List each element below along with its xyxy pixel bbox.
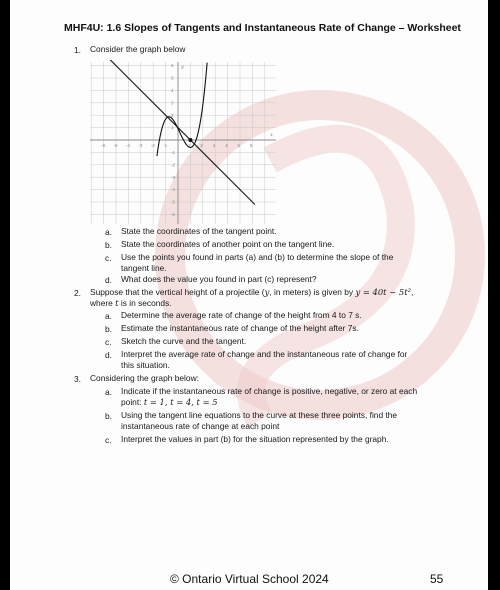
- q2c-label: c.: [105, 337, 112, 347]
- x-tick-label: -5: [113, 143, 118, 148]
- q1c-text-1: Use the points you found in parts (a) and (b) to determine the slope of the: [121, 252, 394, 262]
- q3-number: 3.: [74, 374, 81, 384]
- q3b-text-2: instantaneous rate of change at each point: [121, 421, 280, 431]
- q1b-label: b.: [105, 240, 112, 250]
- function-graph: [88, 60, 278, 226]
- q1c-label: c.: [105, 253, 112, 263]
- y-tick-label: -2: [171, 162, 176, 168]
- q2a-label: a.: [105, 311, 112, 321]
- y-axis-label: y: [181, 64, 184, 70]
- q2d-text-1: Interpret the average rate of change and the instantaneous rate of change for: [121, 349, 408, 359]
- q2-text-2: where t is in seconds.: [90, 298, 172, 308]
- q2d-label: d.: [105, 350, 112, 360]
- q3b-text-1: Using the tangent line equations to the curve at these three points, find the: [121, 410, 398, 420]
- page-number: 55: [430, 572, 444, 586]
- y-tick-label: -6: [171, 212, 176, 217]
- x-axis-label: x: [270, 132, 273, 138]
- q2d-text-2: this situation.: [121, 360, 170, 370]
- footer-copyright: © Ontario Virtual School 2024: [170, 572, 329, 586]
- q3b-label: b.: [105, 411, 112, 421]
- q2-number: 2.: [74, 288, 81, 298]
- q1-text: Consider the graph below: [90, 44, 186, 54]
- x-tick-label: 2: [200, 143, 203, 148]
- x-tick-label: -3: [138, 143, 143, 148]
- q2-text-1: Suppose that the vertical height of a projectile (y, in meters) is given by y = 40t − 5t²,: [90, 287, 414, 297]
- x-tick-label: 4: [225, 143, 228, 148]
- y-tick-label: -5: [171, 199, 176, 205]
- x-tick-label: 3: [212, 143, 216, 148]
- q2c-text: Sketch the curve and the tangent.: [121, 336, 247, 346]
- q2b-text: Estimate the instantaneous rate of change of the height after 7s.: [121, 323, 359, 333]
- q3a-text-2: point: t = 1, t = 4, t = 5: [121, 397, 218, 407]
- x-tick-label: -6: [101, 143, 106, 148]
- x-tick-label: -4: [125, 143, 130, 148]
- q3c-label: c.: [105, 435, 112, 445]
- q2b-label: b.: [105, 324, 112, 334]
- y-tick-label: -3: [171, 174, 176, 180]
- worksheet-title: MHF4U: 1.6 Slopes of Tangents and Instantaneous Rate of Change – Worksheet: [64, 22, 461, 34]
- q1-number: 1.: [74, 45, 81, 55]
- q1a-label: a.: [105, 227, 112, 237]
- q3a-text-1: Indicate if the instantaneous rate of change is positive, negative, or zero at each: [121, 386, 418, 396]
- q1b-text: State the coordinates of another point on the tangent line.: [121, 239, 335, 249]
- q3a-label: a.: [105, 387, 112, 397]
- x-tick-label: -1: [163, 143, 168, 148]
- tangent-point: [188, 138, 192, 142]
- y-tick-label: 2: [171, 112, 174, 118]
- q3c-text: Interpret the values in part (b) for the situation represented by the graph.: [121, 434, 389, 444]
- q1c-text-2: tangent line.: [121, 263, 167, 273]
- y-tick-label: 3: [171, 100, 174, 106]
- q1d-text: What does the value you found in part (c) represent?: [121, 274, 317, 284]
- x-tick-label: 1: [187, 143, 191, 148]
- y-tick-label: 4: [171, 88, 174, 93]
- q2a-text: Determine the average rate of change of the height from 4 to 7 s.: [121, 310, 362, 320]
- worksheet-page: [10, 0, 488, 590]
- q3-text: Considering the graph below:: [90, 373, 199, 383]
- y-tick-label: -4: [171, 187, 176, 193]
- q1d-label: d.: [105, 275, 112, 285]
- y-tick-label: 1: [171, 125, 174, 131]
- y-tick-label: 6: [171, 63, 174, 69]
- x-tick-label: -2: [150, 143, 155, 148]
- y-tick-label: -1: [171, 150, 176, 155]
- q1a-text: State the coordinates of the tangent point.: [121, 226, 277, 236]
- y-tick-label: 5: [171, 75, 174, 81]
- x-tick-label: 6: [249, 143, 253, 148]
- x-tick-label: 5: [237, 143, 241, 148]
